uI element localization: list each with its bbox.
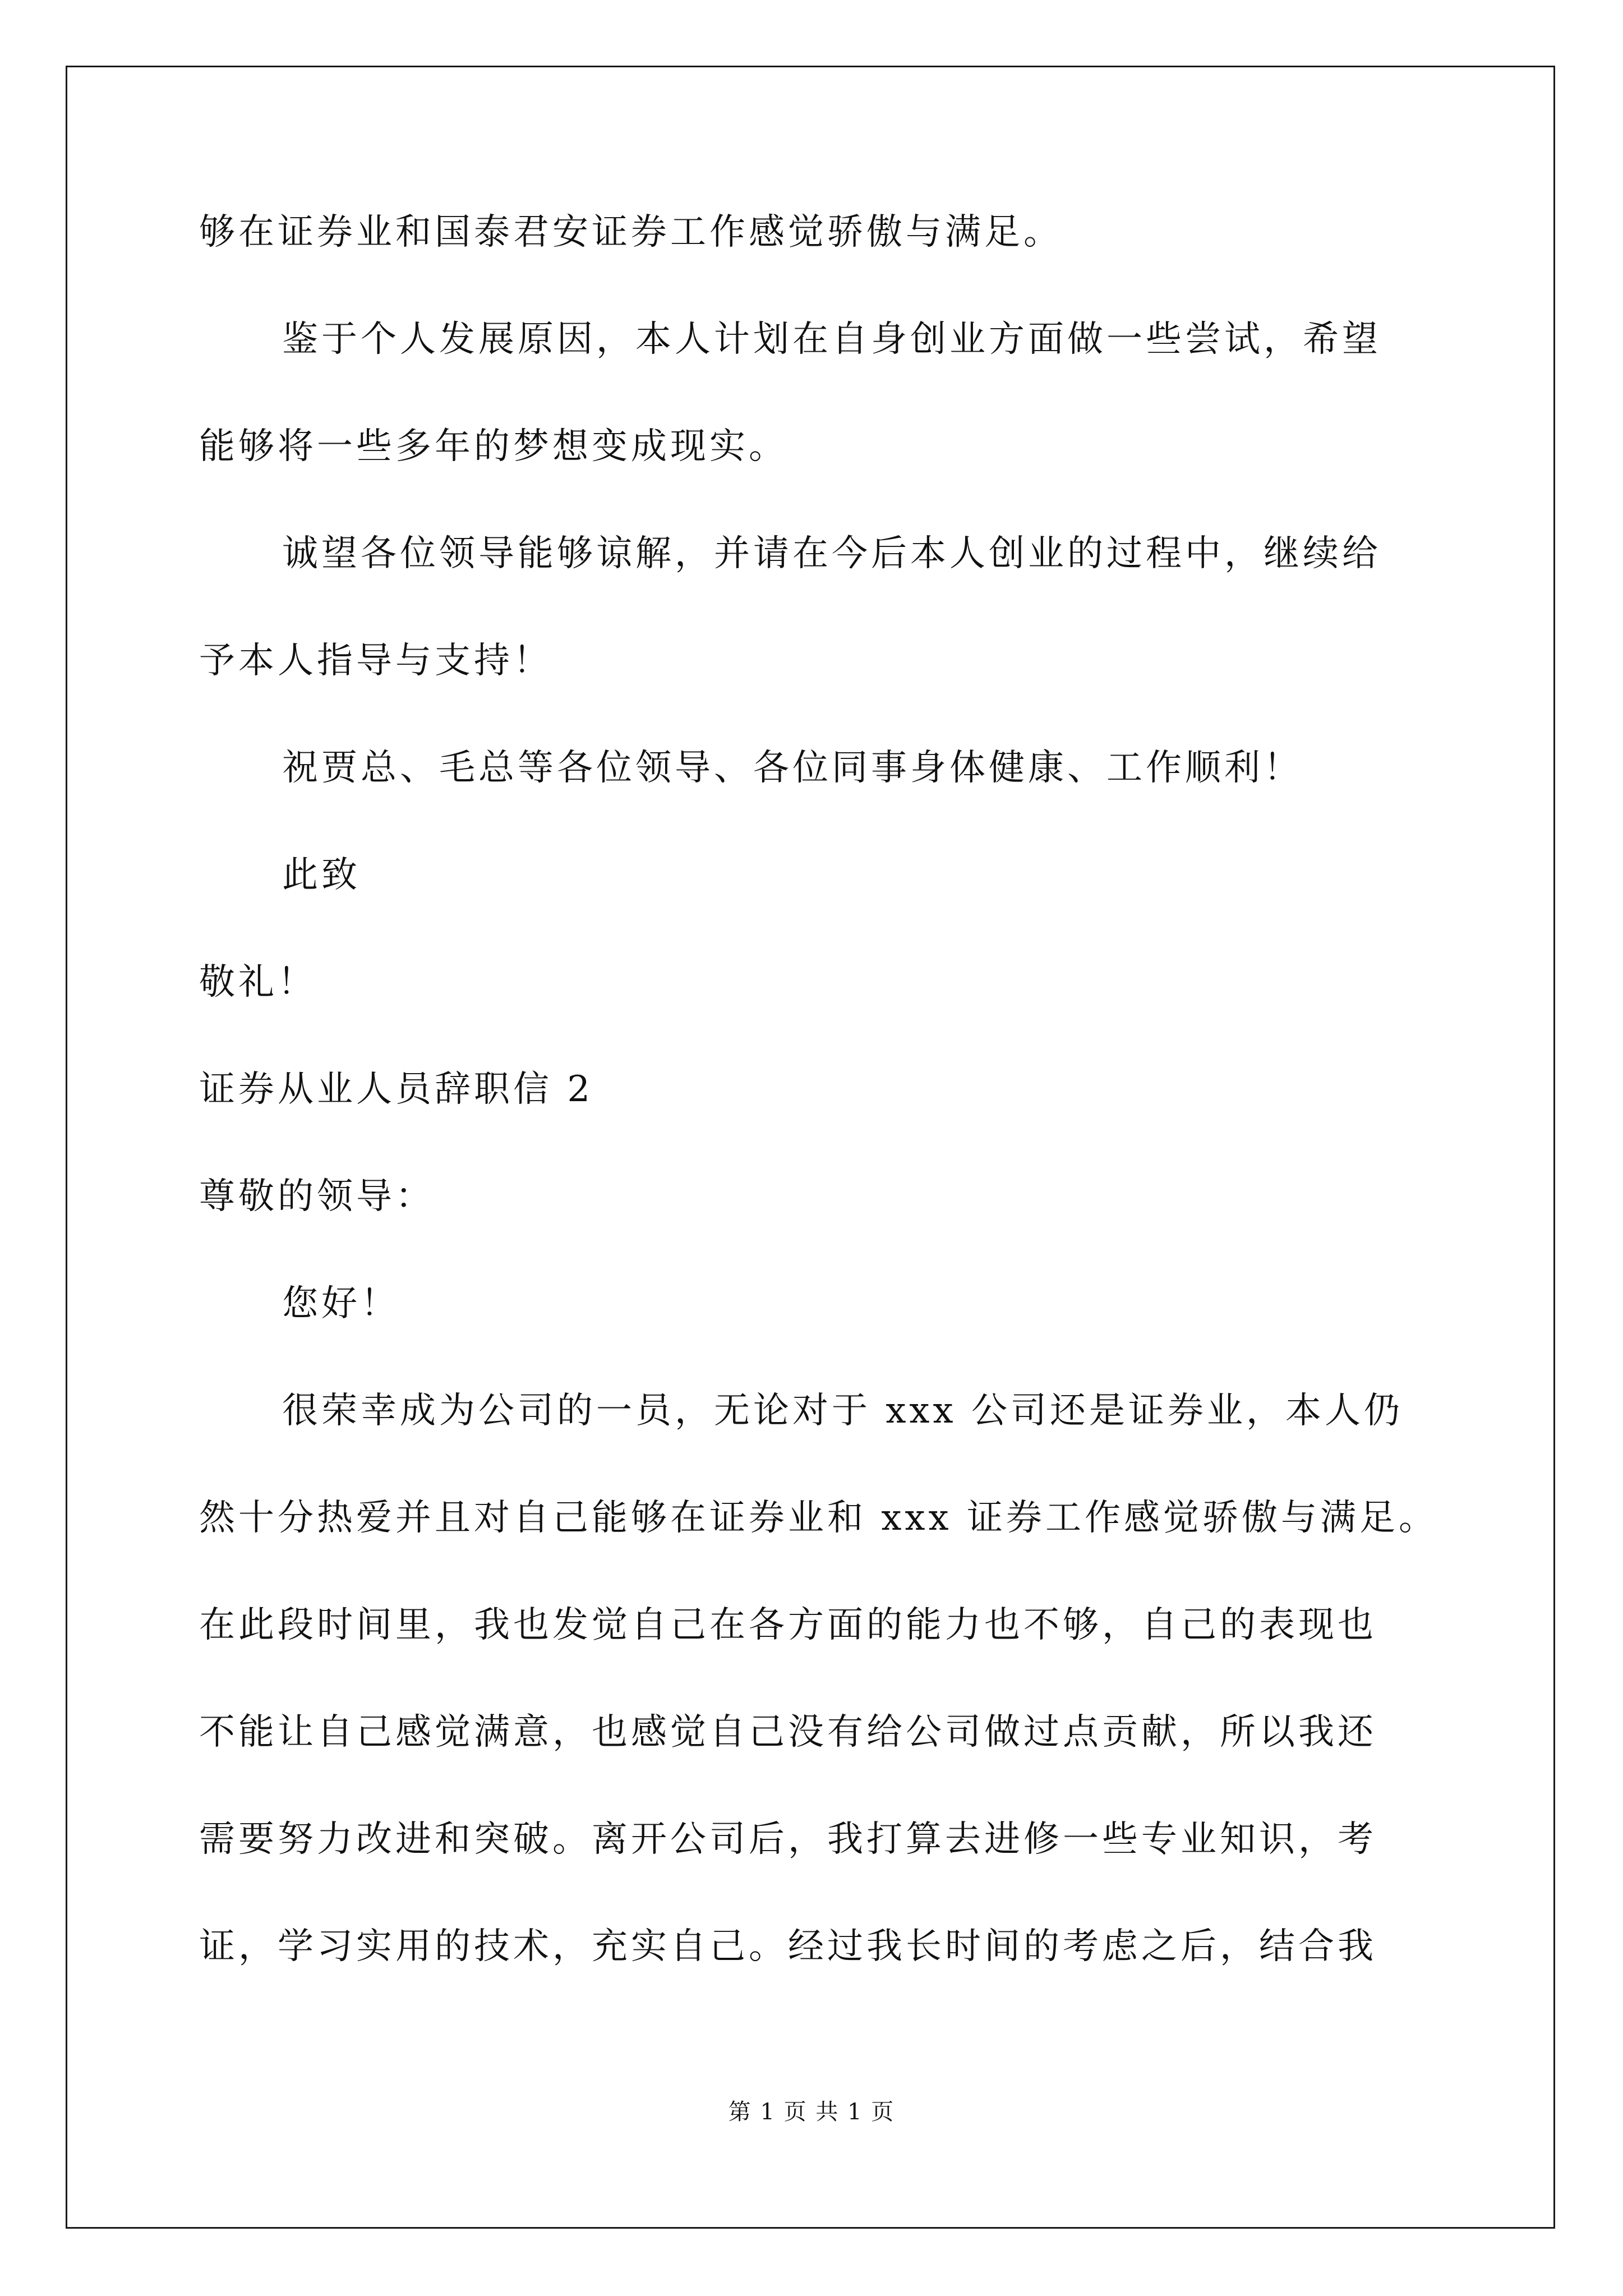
text-line-16: 需要努力改进和突破。离开公司后，我打算去进修一些专业知识，考 [199,1819,1377,1860]
text-line-5: 予本人指导与支持！ [199,640,552,682]
document-body [199,211,1489,2036]
letter-greeting: 尊敬的领导： [199,1176,435,1217]
greeting-hello: 您好！ [282,1283,400,1324]
letter-title: 证券从业人员辞职信 2 [199,1069,594,1110]
text-line-15: 不能让自己感觉满意，也感觉自己没有给公司做过点贡献，所以我还 [199,1711,1377,1753]
salutation-closing: 敬礼！ [199,961,317,1003]
text-line-14: 在此段时间里，我也发觉自己在各方面的能力也不够，自己的表现也 [199,1604,1377,1646]
closing-phrase: 此致 [282,854,361,896]
text-line-1: 够在证券业和国泰君安证券工作感觉骄傲与满足。 [199,211,1063,253]
text-line-4: 诚望各位领导能够谅解，并请在今后本人创业的过程中，继续给 [282,533,1381,574]
page-number-footer: 第 1 页 共 1 页 [728,2099,895,2125]
text-line-17: 证，学习实用的技术，充实自己。经过我长时间的考虑之后，结合我 [199,1926,1377,1967]
text-line-3: 能够将一些多年的梦想变成现实。 [199,426,788,467]
text-line-2: 鉴于个人发展原因，本人计划在自身创业方面做一些尝试，希望 [282,319,1381,360]
text-line-6: 祝贾总、毛总等各位领导、各位同事身体健康、工作顺利！ [282,747,1303,789]
text-line-12: 很荣幸成为公司的一员，无论对于 xxx 公司还是证券业，本人仍 [282,1390,1403,1432]
text-line-13: 然十分热爱并且对自己能够在证券业和 xxx 证券工作感觉骄傲与满足。 [199,1497,1438,1539]
